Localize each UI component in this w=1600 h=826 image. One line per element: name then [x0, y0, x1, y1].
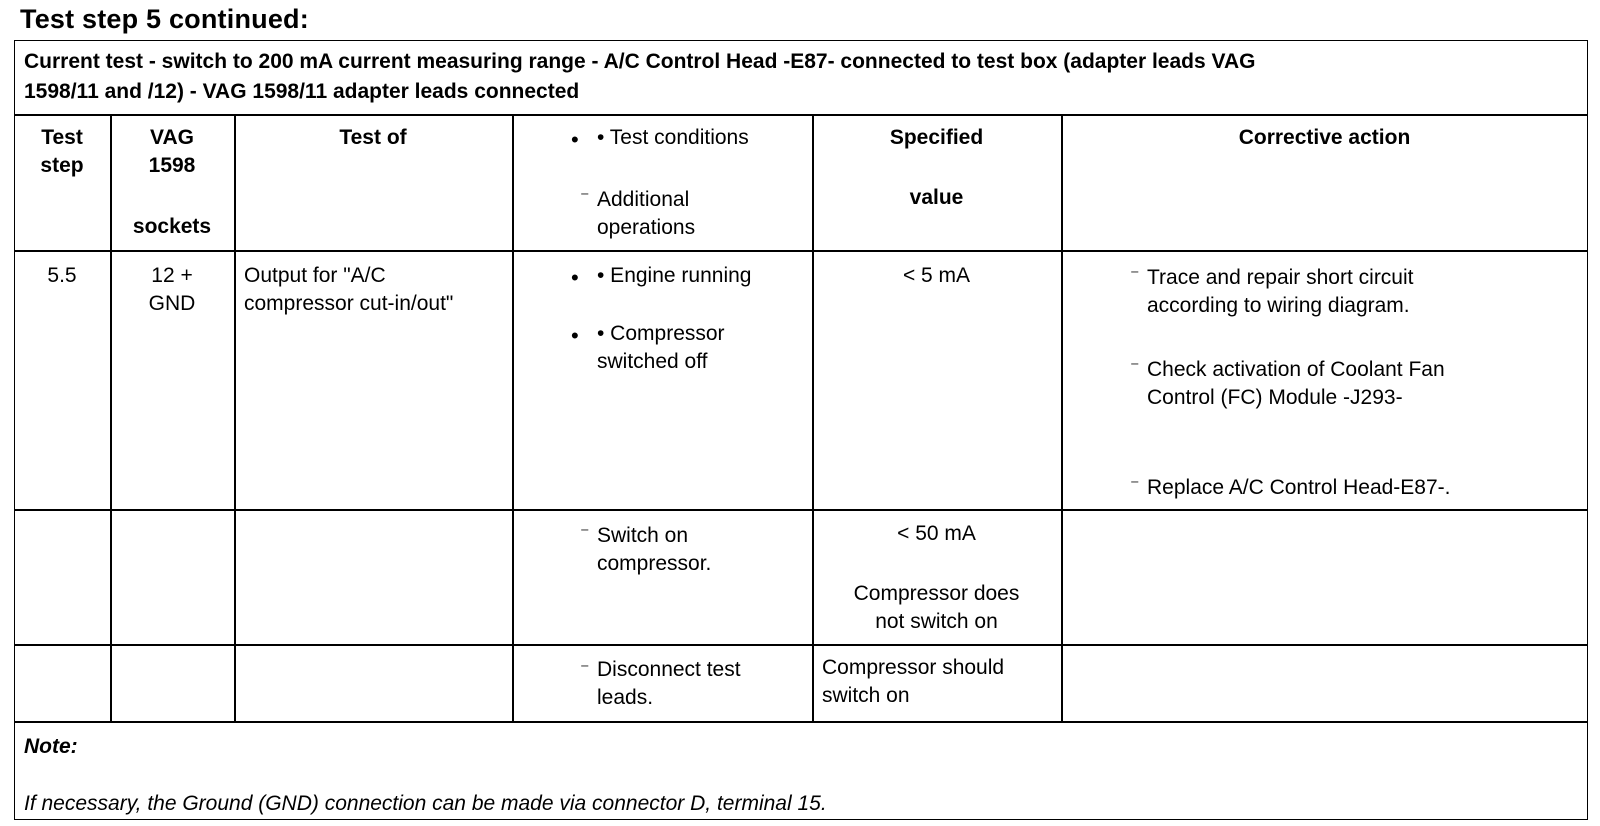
bullet-icon: •	[571, 323, 579, 348]
header-test-of: Test of	[339, 126, 407, 149]
row1-condition-engine: • Engine running	[597, 264, 752, 287]
dash-icon: ⁻	[580, 187, 590, 207]
row1-condition-compressor: • Compressor switched off	[597, 322, 725, 373]
rule-row3	[14, 721, 1588, 723]
row1-action-replace: Replace A/C Control Head-E87-.	[1147, 476, 1451, 499]
note-label: Note:	[24, 735, 78, 758]
rule-row2	[14, 644, 1588, 646]
header-value: value	[909, 186, 964, 209]
dash-icon: ⁻	[1130, 475, 1140, 495]
dash-icon: ⁻	[1130, 265, 1140, 285]
header-specified: Specified	[889, 126, 984, 149]
row2-specified-value: < 50 mA	[897, 522, 976, 545]
rule-header	[14, 250, 1588, 252]
header-test-step: Test step	[40, 126, 84, 177]
col-rule-2	[234, 114, 236, 721]
header-vag-sockets: sockets	[132, 215, 212, 238]
row1-sockets: 12 + GND	[148, 264, 196, 315]
row1-test-of: Output for "A/C compressor cut-in/out"	[244, 264, 454, 315]
row3-condition: Disconnect test leads.	[597, 658, 741, 709]
row1-action-check: Check activation of Coolant Fan Control (FC) Module -J293-	[1147, 358, 1445, 409]
rule-banner	[14, 114, 1588, 116]
header-vag-1598: VAG 1598	[148, 126, 196, 177]
header-test-conditions: • Test conditions	[597, 126, 749, 149]
header-additional-operations: Additional operations	[597, 188, 696, 239]
note-text: If necessary, the Ground (GND) connection can be made via connector D, terminal 15.	[24, 792, 827, 815]
test-table	[14, 40, 1588, 820]
bullet-icon: •	[571, 265, 579, 290]
banner-line-2: 1598/11 and /12) - VAG 1598/11 adapter leads connected	[24, 80, 580, 103]
row1-specified-value: < 5 mA	[902, 264, 971, 287]
col-rule-5	[1061, 114, 1063, 721]
row1-test-step: 5.5	[47, 264, 77, 287]
col-rule-1	[110, 114, 112, 721]
banner-line-1: Current test - switch to 200 mA current measuring range - A/C Control Head -E87- connected to test box (adapter leads VAG	[24, 50, 1256, 73]
row1-action-trace: Trace and repair short circuit according to wiring diagram.	[1147, 266, 1414, 317]
row2-specified-note: Compressor does not switch on	[853, 582, 1020, 633]
header-corrective-action: Corrective action	[1238, 126, 1411, 149]
row2-condition: Switch on compressor.	[597, 524, 712, 575]
rule-row1	[14, 509, 1588, 511]
col-rule-3	[512, 114, 514, 721]
row3-specified-value: Compressor should switch on	[822, 656, 1005, 707]
bullet-icon: •	[571, 127, 579, 152]
page-title: Test step 5 continued:	[20, 4, 309, 34]
dash-icon: ⁻	[580, 523, 590, 543]
dash-icon: ⁻	[580, 659, 590, 679]
dash-icon: ⁻	[1130, 357, 1140, 377]
